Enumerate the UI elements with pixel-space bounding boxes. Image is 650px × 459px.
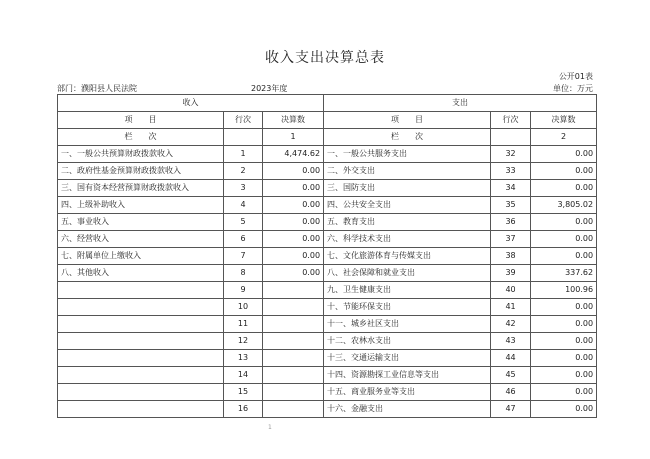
income-amount-cell: 0.00 — [263, 248, 324, 265]
income-item-cell: 三、国有资本经营预算财政拨款收入 — [58, 180, 224, 197]
expense-column-index: 2 — [531, 129, 597, 146]
table-row — [58, 316, 597, 333]
income-amount-cell: 0.00 — [263, 197, 324, 214]
income-item-cell: 五、事业收入 — [58, 214, 224, 231]
expense-line-cell: 44 — [491, 350, 531, 367]
income-amount-cell — [263, 299, 324, 316]
table-row — [58, 367, 597, 384]
expense-amount-header: 决算数 — [531, 112, 597, 129]
expense-item-cell: 一、一般公共服务支出 — [324, 146, 491, 163]
expense-item-cell: 十六、金融支出 — [324, 401, 491, 418]
expense-amount-cell: 0.00 — [531, 231, 597, 248]
income-line-cell: 13 — [224, 350, 263, 367]
expense-item-cell: 五、教育支出 — [324, 214, 491, 231]
income-line-cell: 11 — [224, 316, 263, 333]
empty-cell — [224, 129, 263, 146]
expense-amount-cell: 0.00 — [531, 214, 597, 231]
expense-line-cell: 39 — [491, 265, 531, 282]
expense-amount-cell: 0.00 — [531, 299, 597, 316]
income-item-cell: 八、其他收入 — [58, 265, 224, 282]
income-line-cell: 1 — [224, 146, 263, 163]
expense-line-cell: 37 — [491, 231, 531, 248]
page-title: 收入支出决算总表 — [265, 50, 385, 66]
expense-amount-cell: 0.00 — [531, 367, 597, 384]
income-amount-header: 决算数 — [263, 112, 324, 129]
expense-amount-cell: 0.00 — [531, 180, 597, 197]
expense-amount-cell: 0.00 — [531, 163, 597, 180]
income-column-label: 栏 次 — [58, 129, 224, 146]
expense-line-header: 行次 — [491, 112, 531, 129]
income-line-cell: 5 — [224, 214, 263, 231]
expense-amount-cell: 337.62 — [531, 265, 597, 282]
empty-cell — [491, 129, 531, 146]
income-line-cell: 15 — [224, 384, 263, 401]
table-row — [58, 146, 597, 163]
income-amount-cell — [263, 401, 324, 418]
expense-item-cell: 二、外交支出 — [324, 163, 491, 180]
income-line-cell: 8 — [224, 265, 263, 282]
expense-line-cell: 41 — [491, 299, 531, 316]
income-amount-cell: 4,474.62 — [263, 146, 324, 163]
table-row — [58, 197, 597, 214]
table-row — [58, 231, 597, 248]
fiscal-year: 2023年度 — [251, 84, 288, 93]
income-amount-cell: 0.00 — [263, 163, 324, 180]
income-expense-table — [57, 94, 597, 418]
income-amount-cell: 0.00 — [263, 231, 324, 248]
table-row — [58, 401, 597, 418]
expense-item-cell: 十一、城乡社区支出 — [324, 316, 491, 333]
income-item-cell: 二、政府性基金预算财政拨款收入 — [58, 163, 224, 180]
expense-amount-cell: 0.00 — [531, 248, 597, 265]
income-amount-cell: 0.00 — [263, 265, 324, 282]
income-amount-cell — [263, 282, 324, 299]
expense-amount-cell: 0.00 — [531, 333, 597, 350]
income-column-index: 1 — [263, 129, 324, 146]
income-line-cell: 3 — [224, 180, 263, 197]
income-item-cell — [58, 384, 224, 401]
income-line-cell: 7 — [224, 248, 263, 265]
income-item-cell: 一、一般公共预算财政拨款收入 — [58, 146, 224, 163]
income-section-header: 收入 — [58, 95, 324, 112]
expense-item-cell: 三、国防支出 — [324, 180, 491, 197]
expense-item-cell: 十五、商业服务业等支出 — [324, 384, 491, 401]
table-row — [58, 384, 597, 401]
income-line-cell: 16 — [224, 401, 263, 418]
income-amount-cell — [263, 333, 324, 350]
expense-item-cell: 八、社会保障和就业支出 — [324, 265, 491, 282]
expense-line-cell: 45 — [491, 367, 531, 384]
income-item-cell: 四、上级补助收入 — [58, 197, 224, 214]
unit-label: 单位：万元 — [553, 84, 593, 93]
income-line-cell: 14 — [224, 367, 263, 384]
table-row — [58, 214, 597, 231]
expense-amount-cell: 0.00 — [531, 401, 597, 418]
column-index-row — [58, 129, 597, 146]
income-amount-cell — [263, 350, 324, 367]
expense-amount-cell: 0.00 — [531, 350, 597, 367]
expense-line-cell: 33 — [491, 163, 531, 180]
expense-item-cell: 十三、交通运输支出 — [324, 350, 491, 367]
income-item-cell — [58, 299, 224, 316]
income-line-cell: 10 — [224, 299, 263, 316]
expense-line-cell: 42 — [491, 316, 531, 333]
expense-line-cell: 34 — [491, 180, 531, 197]
expense-line-cell: 35 — [491, 197, 531, 214]
column-header-row — [58, 112, 597, 129]
expense-amount-cell: 0.00 — [531, 384, 597, 401]
income-item-cell — [58, 333, 224, 350]
expense-line-cell: 32 — [491, 146, 531, 163]
expense-item-cell: 七、文化旅游体育与传媒支出 — [324, 248, 491, 265]
income-amount-cell: 0.00 — [263, 214, 324, 231]
income-item-header: 项 目 — [58, 112, 224, 129]
expense-item-cell: 十二、农林水支出 — [324, 333, 491, 350]
expense-amount-cell: 0.00 — [531, 316, 597, 333]
table-row — [58, 299, 597, 316]
income-line-cell: 2 — [224, 163, 263, 180]
expense-item-cell: 十四、资源勘探工业信息等支出 — [324, 367, 491, 384]
expense-line-cell: 36 — [491, 214, 531, 231]
income-amount-cell — [263, 367, 324, 384]
income-item-cell — [58, 401, 224, 418]
table-row — [58, 248, 597, 265]
department-label: 部门：濮阳县人民法院 — [57, 84, 137, 93]
income-amount-cell: 0.00 — [263, 180, 324, 197]
expense-line-cell: 46 — [491, 384, 531, 401]
expense-item-cell: 四、公共安全支出 — [324, 197, 491, 214]
expense-item-cell: 十、节能环保支出 — [324, 299, 491, 316]
income-amount-cell — [263, 316, 324, 333]
form-code: 公开01表 — [558, 72, 593, 81]
income-line-cell: 6 — [224, 231, 263, 248]
expense-item-header: 项 目 — [324, 112, 491, 129]
expense-amount-cell: 0.00 — [531, 146, 597, 163]
expense-line-cell: 40 — [491, 282, 531, 299]
page-number: 1 — [268, 424, 272, 431]
income-item-cell: 七、附属单位上缴收入 — [58, 248, 224, 265]
income-line-cell: 4 — [224, 197, 263, 214]
report-meta — [57, 83, 593, 93]
income-line-cell: 9 — [224, 282, 263, 299]
income-item-cell — [58, 282, 224, 299]
table-row — [58, 282, 597, 299]
income-amount-cell — [263, 384, 324, 401]
income-item-cell — [58, 350, 224, 367]
expense-section-header: 支出 — [324, 95, 597, 112]
income-item-cell: 六、经营收入 — [58, 231, 224, 248]
expense-line-cell: 47 — [491, 401, 531, 418]
expense-item-cell: 六、科学技术支出 — [324, 231, 491, 248]
expense-amount-cell: 3,805.02 — [531, 197, 597, 214]
income-line-cell: 12 — [224, 333, 263, 350]
expense-line-cell: 38 — [491, 248, 531, 265]
table-row — [58, 350, 597, 367]
section-header-row — [58, 95, 597, 112]
expense-column-label: 栏 次 — [324, 129, 491, 146]
expense-item-cell: 九、卫生健康支出 — [324, 282, 491, 299]
income-item-cell — [58, 316, 224, 333]
expense-amount-cell: 100.96 — [531, 282, 597, 299]
table-row — [58, 163, 597, 180]
table-row — [58, 333, 597, 350]
table-row — [58, 180, 597, 197]
income-item-cell — [58, 367, 224, 384]
table-row — [58, 265, 597, 282]
expense-line-cell: 43 — [491, 333, 531, 350]
income-line-header: 行次 — [224, 112, 263, 129]
